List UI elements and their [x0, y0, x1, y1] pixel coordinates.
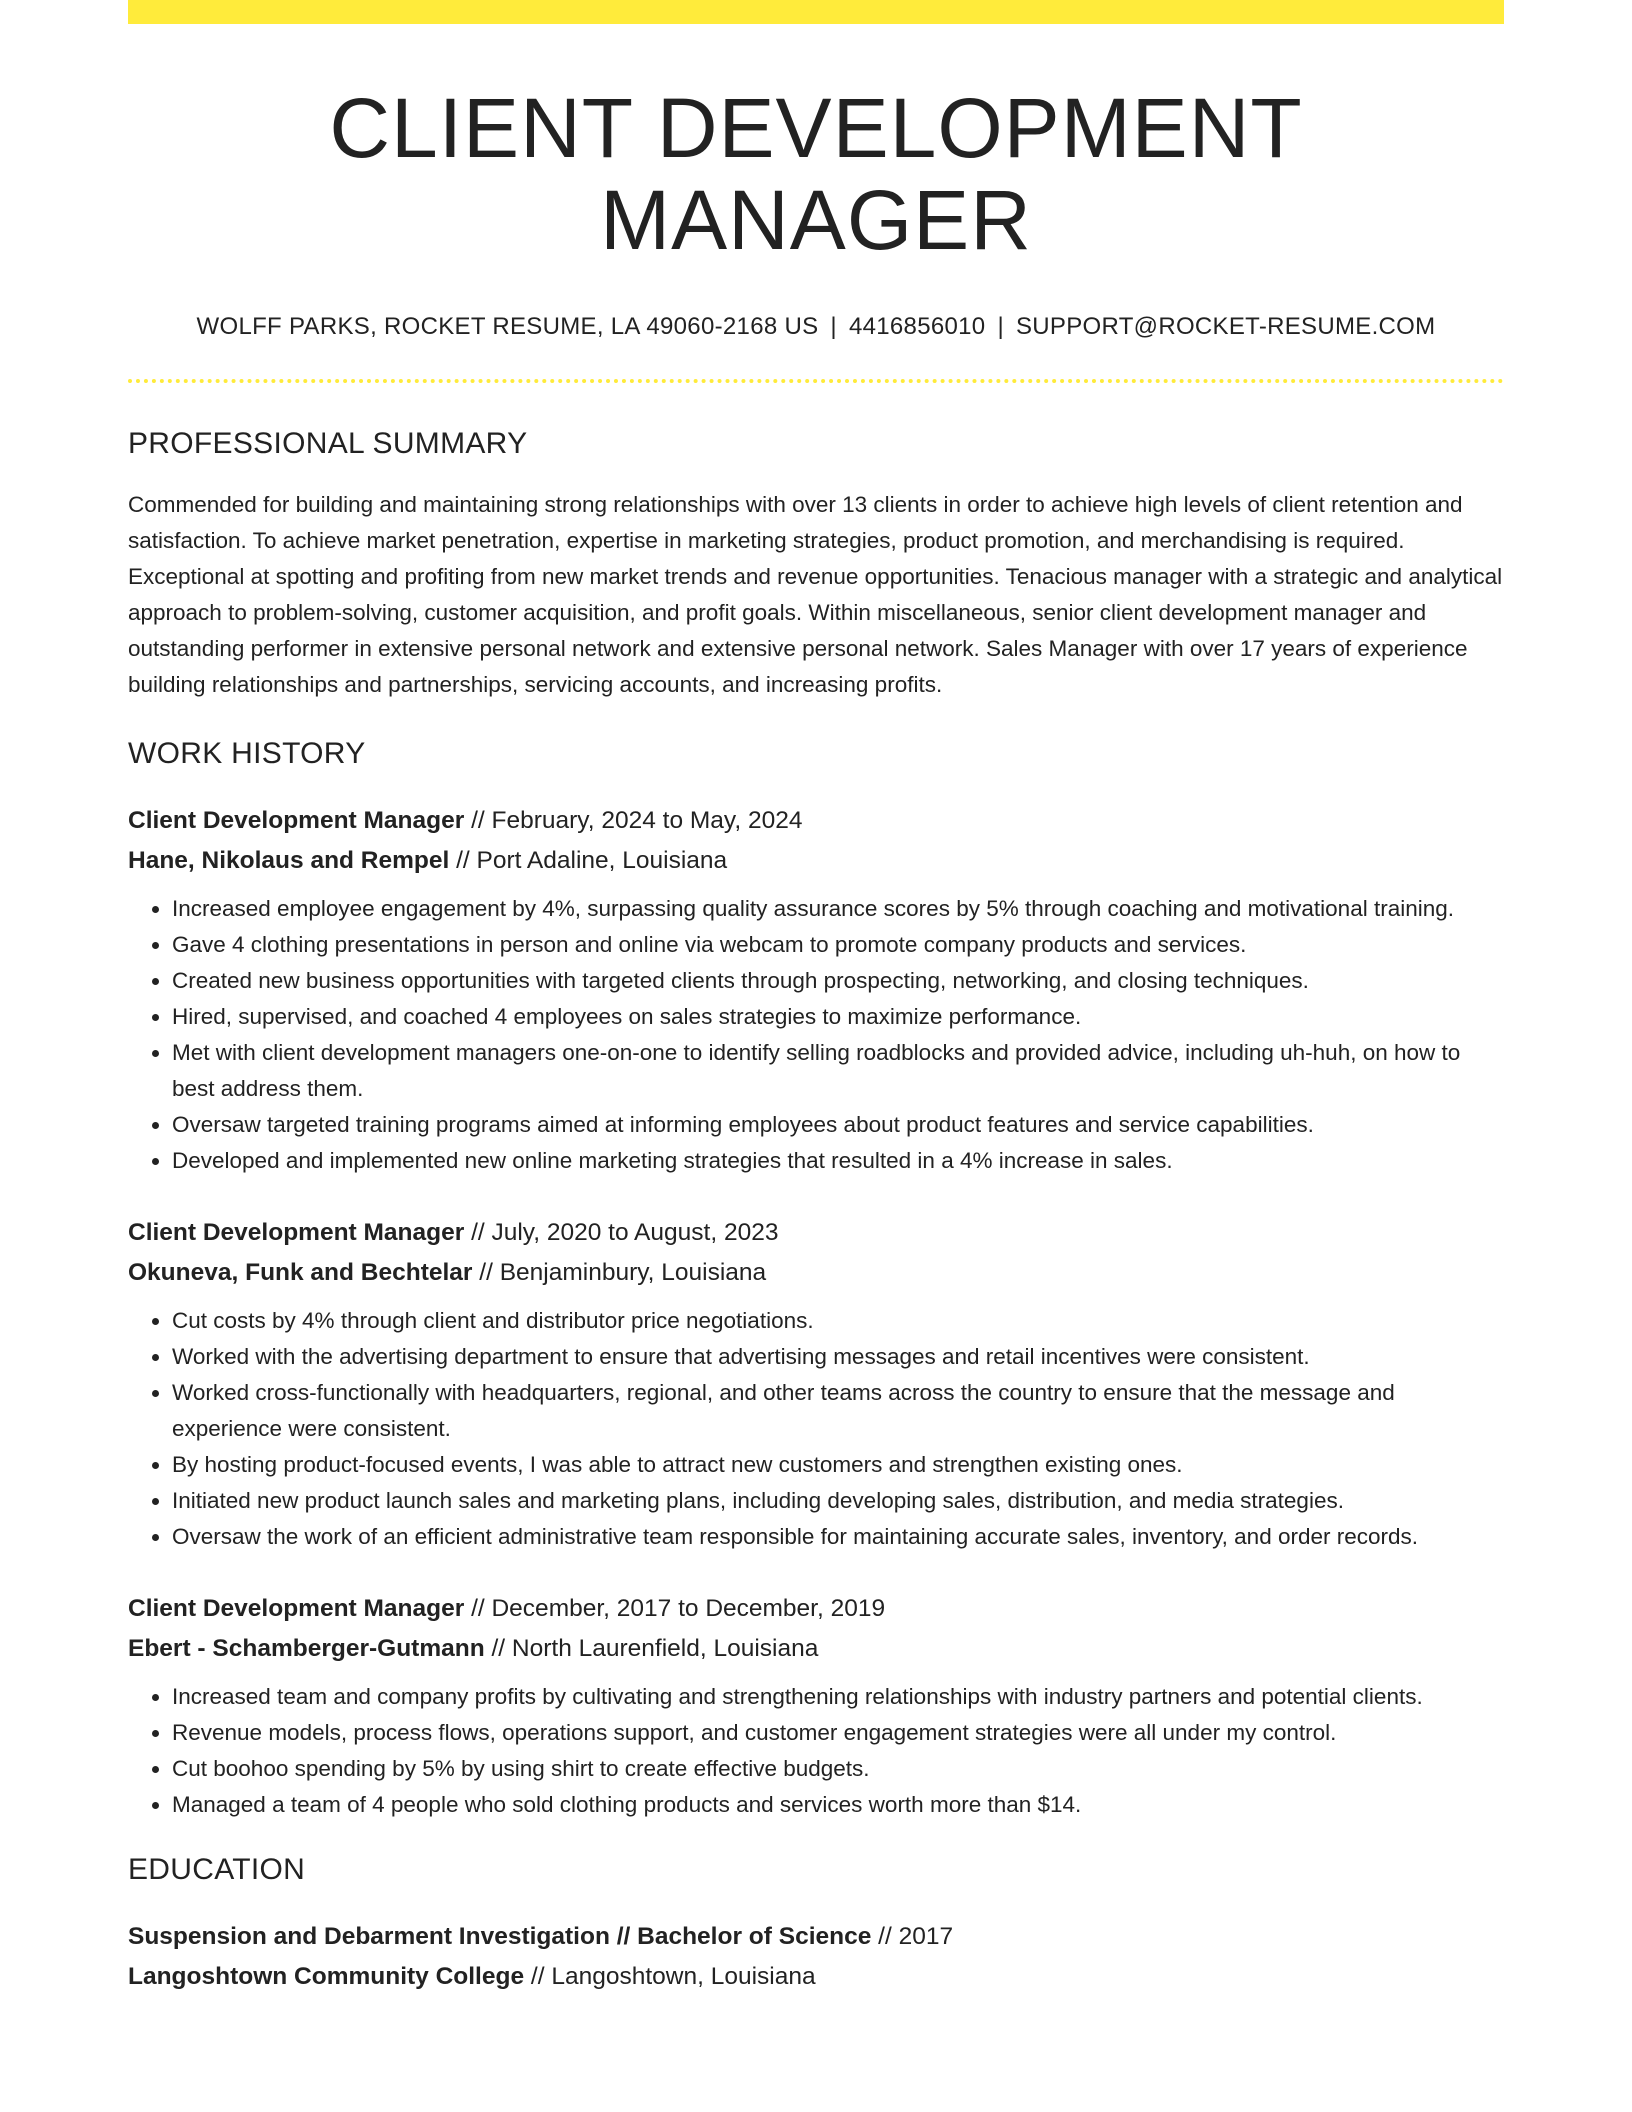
work-history-heading: WORK HISTORY [128, 736, 366, 770]
job-entry [128, 1213, 1504, 1555]
summary-heading: PROFESSIONAL SUMMARY [128, 426, 528, 460]
job-bullet: • Oversaw the work of an efficient administrative team responsible for maintaining accurate sales, inventory, and order records. [172, 1519, 1504, 1555]
page-title: CLIENT DEVELOPMENT MANAGER [329, 81, 1303, 268]
top-accent-bar [128, 0, 1504, 24]
job-dates: // July, 2020 to August, 2023 [464, 1218, 779, 1246]
education-location: // Langoshtown, Louisiana [524, 1962, 816, 1990]
job-title: Client Development Manager [128, 806, 465, 834]
job-bullet: • Increased team and company profits by cultivating and strengthening relationships with industry partners and potential clients. [172, 1679, 1504, 1715]
contact-separator: | [830, 312, 837, 340]
job-location: // North Laurenfield, Louisiana [484, 1634, 819, 1662]
job-bullet: • Cut costs by 4% through client and distributor price negotiations. [172, 1303, 1504, 1339]
job-title-line [128, 1213, 1504, 1253]
job-bullet: • Developed and implemented new online marketing strategies that resulted in a 4% increase in sales. [172, 1143, 1504, 1179]
job-bullet: • Worked cross-functionally with headquarters, regional, and other teams across the country to ensure that the message and experience were consistent. [172, 1375, 1504, 1447]
job-company: Okuneva, Funk and Bechtelar [128, 1258, 473, 1286]
job-bullet-list [128, 1303, 1504, 1555]
job-bullet: • Worked with the advertising department to ensure that advertising messages and retail incentives were consistent. [172, 1339, 1504, 1375]
job-company: Hane, Nikolaus and Rempel [128, 846, 450, 874]
job-bullet-list [128, 1679, 1504, 1823]
job-bullet: • Revenue models, process flows, operations support, and customer engagement strategies were all under my control. [172, 1715, 1504, 1751]
education-degree-line [128, 1917, 1504, 1957]
job-entry [128, 1589, 1504, 1823]
education-degree: Suspension and Debarment Investigation // Bachelor of Science [128, 1922, 872, 1950]
job-company-line [128, 1629, 1504, 1669]
resume-page [128, 0, 1504, 1997]
job-company-line [128, 841, 1504, 881]
job-title-line [128, 801, 1504, 841]
education-school: Langoshtown Community College [128, 1962, 525, 1990]
job-company-line [128, 1253, 1504, 1293]
job-company: Ebert - Schamberger-Gutmann [128, 1634, 485, 1662]
contact-address: WOLFF PARKS, ROCKET RESUME, LA 49060-2168 US [196, 312, 819, 340]
job-bullet: • By hosting product-focused events, I was able to attract new customers and strengthen existing ones. [172, 1447, 1504, 1483]
job-bullet: • Gave 4 clothing presentations in person and online via webcam to promote company products and services. [172, 927, 1504, 963]
job-bullet: • Oversaw targeted training programs aimed at informing employees about product features and service capabilities. [172, 1107, 1504, 1143]
job-entry [128, 801, 1504, 1179]
job-bullet-list [128, 891, 1504, 1179]
job-location: // Benjaminbury, Louisiana [472, 1258, 767, 1286]
job-bullet: • Created new business opportunities with targeted clients through prospecting, networking, and closing techniques. [172, 963, 1504, 999]
education-entry [128, 1917, 1504, 1997]
job-bullet: • Increased employee engagement by 4%, surpassing quality assurance scores by 5% through coaching and motivational training. [172, 891, 1504, 927]
job-title: Client Development Manager [128, 1594, 465, 1622]
job-bullet: • Met with client development managers one-on-one to identify selling roadblocks and provided advice, including uh-huh, on how to best address them. [172, 1035, 1504, 1107]
job-bullet: • Initiated new product launch sales and marketing plans, including developing sales, distribution, and media strategies. [172, 1483, 1504, 1519]
job-title-line [128, 1589, 1504, 1629]
contact-phone: 4416856010 [848, 312, 986, 340]
job-dates: // February, 2024 to May, 2024 [464, 806, 803, 834]
job-title: Client Development Manager [128, 1218, 465, 1246]
contact-separator: | [997, 312, 1004, 340]
education-heading: EDUCATION [128, 1852, 306, 1886]
job-bullet: • Managed a team of 4 people who sold clothing products and services worth more than $14. [172, 1787, 1504, 1823]
job-location: // Port Adaline, Louisiana [449, 846, 728, 874]
header-divider [128, 379, 1504, 383]
work-history-list [128, 801, 1504, 1823]
summary-text: Commended for building and maintaining strong relationships with over 13 clients in order to achieve high levels of client retention and satisfaction. To achieve market penetration, expertise in marketing strategies, product promotion, and merchandising is required. Exceptional at spotting and profiting from new market trends and revenue opportunities. Tenacious manager with a strategic and analytical approach to problem-solving, customer acquisition, and profit goals. Within miscellaneous, senior client development manager and outstanding performer in extensive personal network and extensive personal network. Sales Manager with over 17 years of experience building relationships and partnerships, servicing accounts, and increasing profits. [128, 491, 1503, 697]
education-year: // 2017 [871, 1922, 954, 1950]
job-bullet: • Cut boohoo spending by 5% by using shirt to create effective budgets. [172, 1751, 1504, 1787]
contact-line [128, 313, 1504, 341]
contact-email: SUPPORT@ROCKET-RESUME.COM [1015, 312, 1436, 340]
job-bullet: • Hired, supervised, and coached 4 employees on sales strategies to maximize performance. [172, 999, 1504, 1035]
job-dates: // December, 2017 to December, 2019 [464, 1594, 886, 1622]
education-school-line [128, 1957, 1504, 1997]
